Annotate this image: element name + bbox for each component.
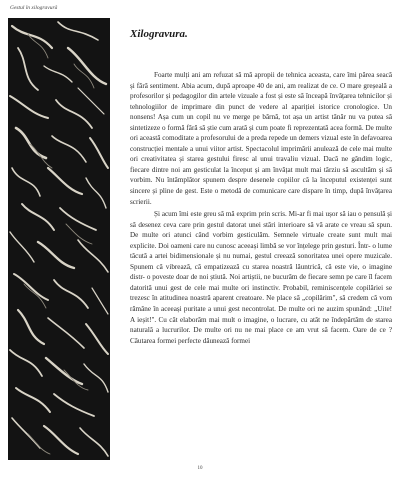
article-column	[130, 28, 392, 348]
woodcut-artwork-image	[8, 18, 110, 460]
running-header: Gestul în xilogravură	[10, 5, 58, 11]
article-title: Xilogravura.	[130, 28, 188, 40]
paragraph-1: Foarte mulți ani am refuzat să mă apropii de tehnica aceasta, care îmi părea seacă și fără sentiment. Abia acum, după aproape 40 de ani, am realizat de ce. O mare greșeală a profesorilor și pedagogilor din artele vizuale a fost și este să înceapă învățarea tehnicilor și tehnologiilor de imprimare din punct de vedere al apariției istorice cronologice. Un nonsens! Așa cum un copil nu ve merge pe bărnă, tot așa un artist tânăr nu va putea să sintetizeze o formă fără să știe cum arată și cum poate fi reprezentată acea formă. De multe ori această comoditate a profesorului de a preda repede un demers vizual este în defavoarea construcției mentale a unui viitor artist. Spectacolul imprimării anulează de cele mai multe ori creativitatea și starea gestului firesc al unui travaliu vizual. Dacă ne gândim logic, fiecare dintre noi am gesticulat la început și am învățat mult mai târziu să ascultăm și să vorbim. Nu întâmplător spunem despre desenele copiilor că la începutul existenței sunt sincere și pline de gest. Este o metodă de comunicare care dispare în timp, după învățarea scrierii.	[130, 71, 392, 206]
woodcut-artwork-graphic	[8, 18, 110, 460]
paragraph-2: Și acum îmi este greu să mă exprim prin scris. Mi-ar fi mai ușor să iau o pensulă și să desenez ceva care prin gestul datorat unei stări interioare să vă arate ce vreau să spun. De multe ori atunci când vorbim gesticulăm. Semnele virtuale create sunt mult mai explicite. Doi oameni care nu cunosc aceeași limbă se vor înțelege prin gesturi. Într- o lume tăcută a artei bidimensionale și nu numai, gestul creează sonoritatea unei opere muzicale. Spunem că vibrează, că empatizează cu starea noastră lăuntrică, că este vie, o imagine distr- o poveste doar de noi știută. Noi artiștii, ne bucurăm de fiecare semn pe care îl facem datorită unui gest de cele mai multe ori instinctiv. Probabil, reminiscențele copilăriei se trezesc în atitudinea noastră aparent creatoare. Ne place să „copilărim", să credem că vom rămâne în aceeași puritate a unui gest necontrolat. De multe ori ne auzim spunând: „Uite! A ieșit!". Cu cât elaborăm mai mult o imagine, o lucrare, cu atât ne îndepărtăm de starea naturală a lucrurilor. De multe ori nu ne mai place ce am vrut să facem. Oare de ce ? Căutarea formei perfecte dăunează formei	[130, 210, 392, 345]
page-number: 10	[197, 466, 203, 471]
article-body	[130, 70, 392, 346]
